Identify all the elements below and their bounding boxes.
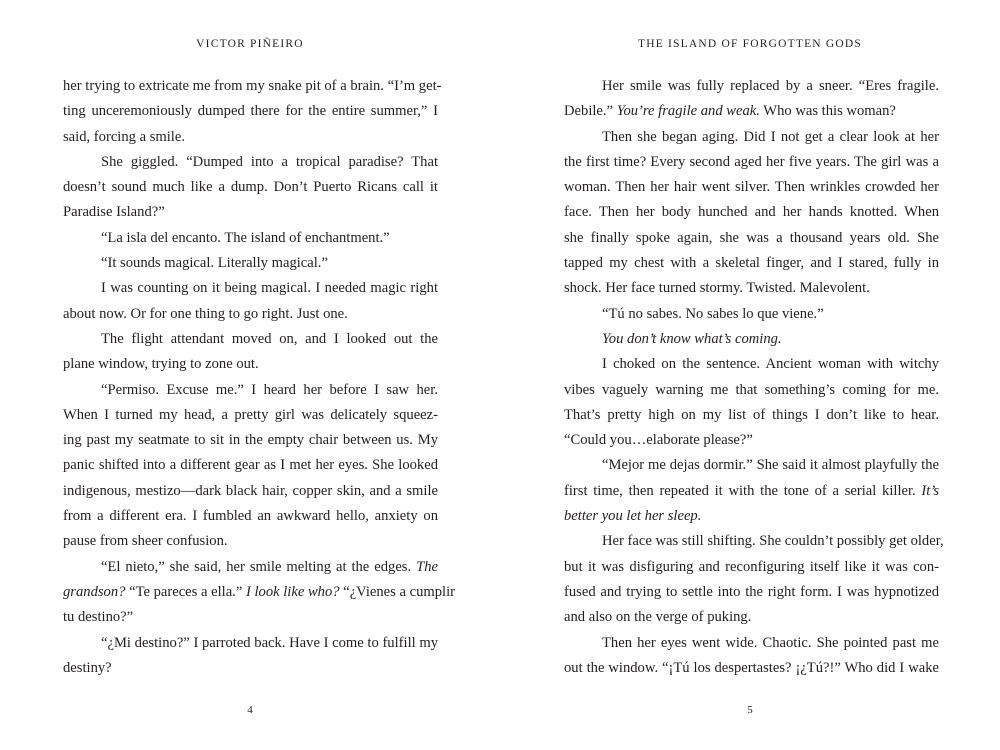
text-segment: indigenous, mestizo—dark black hair, copper skin, and a smile xyxy=(63,482,438,499)
text-line xyxy=(564,378,939,403)
text-segment: her trying to extricate me from my snake pit of a brain. “I’m get- xyxy=(63,78,442,94)
text-line xyxy=(564,74,939,99)
text-line xyxy=(63,428,438,453)
text-segment: “La isla del encanto. The island of enchantment.” xyxy=(101,229,390,246)
text-segment: panic shifted into a different gear as I met her eyes. She looked xyxy=(63,457,438,474)
text-segment: and also on the verge of puking. xyxy=(564,609,752,626)
text-line xyxy=(63,175,438,200)
text-segment: pause from sheer confusion. xyxy=(63,533,228,550)
text-line xyxy=(564,529,944,554)
body-text xyxy=(63,74,455,681)
text-segment: “Could you…elaborate please?” xyxy=(564,432,753,449)
text-line xyxy=(63,504,438,529)
running-head-title: THE ISLAND OF FORGOTTEN GODS xyxy=(638,38,862,50)
text-line xyxy=(564,580,939,605)
text-segment: fused and trying to settle into the right form. I was hypnotized xyxy=(564,583,939,600)
text-segment: destiny? xyxy=(63,659,112,676)
text-segment: Who was this woman? xyxy=(759,103,896,120)
text-segment: ing past my seatmate to sit in the empty chair between us. My xyxy=(63,432,438,449)
italic-text: grandson? xyxy=(63,583,126,600)
italic-text: better you let her sleep. xyxy=(564,508,702,525)
text-segment: the first time? Every second aged her five years. The girl was a xyxy=(564,153,939,170)
text-line xyxy=(63,125,438,150)
text-segment: face. Then her body hunched and her hands knotted. When xyxy=(564,204,939,221)
text-segment: said, forcing a smile. xyxy=(63,128,185,145)
text-line xyxy=(564,656,939,681)
text-line xyxy=(63,99,438,124)
text-segment: tu destino?” xyxy=(63,609,134,626)
text-segment: The flight attendant moved on, and I looked out the xyxy=(101,330,438,347)
page-number: 4 xyxy=(247,704,253,716)
text-line xyxy=(63,226,438,251)
running-head-author: VICTOR PIÑEIRO xyxy=(196,38,304,50)
text-line xyxy=(564,555,939,580)
text-segment: She giggled. “Dumped into a tropical paradise? That xyxy=(101,153,438,170)
text-line xyxy=(63,631,438,656)
text-line xyxy=(63,656,438,681)
text-segment: “Te pareces a ella.” xyxy=(125,583,246,600)
text-line xyxy=(63,555,438,580)
text-segment: “Permiso. Excuse me.” I heard her before I saw her. xyxy=(101,381,438,398)
text-line xyxy=(63,150,438,175)
text-segment: first time, then repeated it with the tone of a serial killer. xyxy=(564,482,922,499)
text-line xyxy=(63,378,438,403)
text-line xyxy=(564,504,939,529)
text-segment: doesn’t sound much like a dump. Don’t Puerto Ricans call it xyxy=(63,179,438,196)
text-line xyxy=(63,251,438,276)
text-segment: Her smile was fully replaced by a sneer. “Eres fragile. xyxy=(602,78,939,94)
text-line xyxy=(564,352,939,377)
text-segment: out the window. “¡Tú los despertastes? ¡¿Tú?!” Who did I wake xyxy=(564,659,939,676)
text-segment: “Mejor me dejas dormir.” She said it almost playfully the xyxy=(602,457,939,474)
text-segment: vibes vaguely warning me that something’s coming for me. xyxy=(564,381,939,398)
text-segment: but it was disfiguring and reconfiguring itself like it was con- xyxy=(564,558,939,575)
text-line xyxy=(63,479,438,504)
text-segment: “¿Vienes a cumplir xyxy=(339,583,455,600)
text-line xyxy=(63,302,438,327)
right-page xyxy=(500,0,1000,750)
text-line xyxy=(564,99,939,124)
text-line xyxy=(564,200,939,225)
text-line xyxy=(564,403,939,428)
text-line xyxy=(63,529,438,554)
text-line xyxy=(564,453,939,478)
text-line xyxy=(564,605,939,630)
text-line xyxy=(63,276,438,301)
text-segment: plane window, trying to zone out. xyxy=(63,356,259,373)
text-segment: “It sounds magical. Literally magical.” xyxy=(101,255,328,272)
text-line xyxy=(564,175,939,200)
italic-text: The xyxy=(416,558,438,575)
text-segment: from a different era. I fumbled an awkward hello, anxiety on xyxy=(63,508,438,525)
text-segment: I was counting on it being magical. I needed magic right xyxy=(101,280,438,297)
text-line xyxy=(564,327,939,352)
text-line xyxy=(63,327,438,352)
text-line xyxy=(63,200,438,225)
text-segment: Paradise Island?” xyxy=(63,204,165,221)
italic-text: You’re fragile and weak. xyxy=(616,103,760,120)
italic-text: It’s xyxy=(921,482,939,499)
text-segment: “Tú no sabes. No sabes lo que viene.” xyxy=(602,305,824,322)
italic-text: I look like who? xyxy=(245,583,340,600)
text-segment: That’s pretty high on my list of things I don’t like to hear. xyxy=(564,406,939,423)
text-line xyxy=(63,605,438,630)
text-segment: “¿Mi destino?” I parroted back. Have I come to fulfill my xyxy=(101,634,438,651)
text-line xyxy=(564,428,939,453)
text-line xyxy=(63,74,442,99)
text-segment: shock. Her face turned stormy. Twisted. Malevolent. xyxy=(564,280,870,297)
text-line xyxy=(564,276,939,301)
text-segment: woman. Then her hair went silver. Then wrinkles crowded her xyxy=(564,179,939,196)
text-segment: Then she began aging. Did I not get a clear look at her xyxy=(602,128,939,145)
text-line xyxy=(564,251,939,276)
page-number: 5 xyxy=(747,704,753,716)
text-line xyxy=(63,453,438,478)
text-line xyxy=(564,226,939,251)
text-line xyxy=(564,479,939,504)
text-line xyxy=(564,302,939,327)
text-segment: ting unceremoniously dumped there for the entire summer,” I xyxy=(63,103,438,120)
text-segment: “El nieto,” she said, her smile melting at the edges. xyxy=(101,558,417,575)
text-line xyxy=(63,580,455,605)
text-line xyxy=(63,403,438,428)
text-line xyxy=(63,352,438,377)
text-segment: Debile.” xyxy=(564,103,617,120)
text-segment: Her face was still shifting. She couldn’t possibly get older, xyxy=(602,533,944,550)
text-line xyxy=(564,125,939,150)
body-text xyxy=(564,74,944,681)
text-segment: she finally spoke again, she was a thousand years old. She xyxy=(564,229,939,246)
text-segment: Then her eyes went wide. Chaotic. She pointed past me xyxy=(602,634,939,651)
text-segment: I choked on the sentence. Ancient woman with witchy xyxy=(602,356,939,373)
text-segment: tapped my chest with a skeletal finger, and I stared, fully in xyxy=(564,255,939,272)
text-line xyxy=(564,631,939,656)
text-segment: When I turned my head, a pretty girl was delicately squeez- xyxy=(63,406,438,423)
text-segment: about now. Or for one thing to go right. Just one. xyxy=(63,305,348,322)
italic-text: You don’t know what’s coming. xyxy=(602,330,782,347)
text-line xyxy=(564,150,939,175)
